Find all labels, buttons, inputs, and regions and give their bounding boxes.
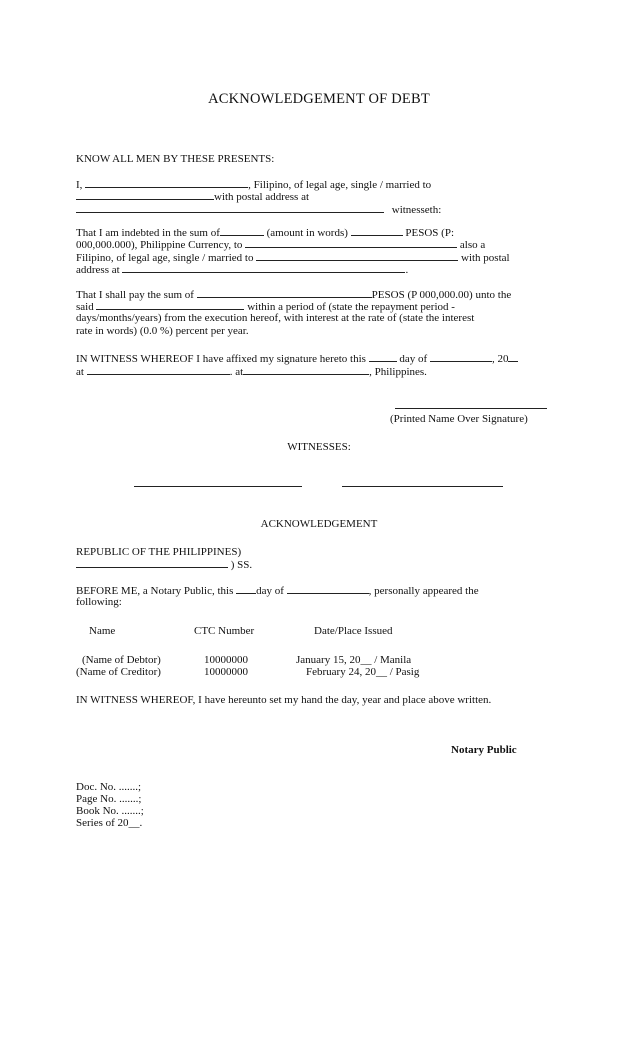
- para4-line1: [76, 352, 518, 365]
- before-me-line2: following:: [76, 596, 122, 608]
- para4-text: day of: [399, 353, 428, 365]
- before-me-text: BEFORE ME, a Notary Public, this: [76, 585, 234, 597]
- doc-ref-doc: Doc. No. .......;: [76, 781, 142, 793]
- year-blank: [508, 352, 518, 362]
- para1-line3: [76, 203, 441, 216]
- closing-statement: IN WITNESS WHEREOF, I have hereunto set my hand the day, year and place above written.: [76, 694, 492, 706]
- postal-address-blank: [76, 203, 384, 213]
- witness1-signature-line: [134, 486, 302, 487]
- before-me-line1: [76, 584, 479, 597]
- para2-text: address at: [76, 264, 120, 276]
- table-cell: 10000000: [204, 654, 248, 666]
- payment-amount-blank: [197, 288, 372, 298]
- table-cell: 10000000: [204, 666, 248, 678]
- para2-line4: [76, 263, 408, 276]
- para3-line4: rate in words) (0.0 %) percent per year.: [76, 325, 249, 337]
- doc-ref-series: Series of 20__.: [76, 817, 143, 829]
- city-blank: [76, 558, 228, 568]
- para1-text: with postal address at: [214, 191, 310, 203]
- para4-text: , 20: [491, 353, 509, 365]
- para2-text: Filipino, of legal age, single / married to: [76, 252, 254, 264]
- witness2-signature-line: [342, 486, 503, 487]
- table-cell: (Name of Debtor): [82, 654, 161, 666]
- para4-text: , Philippines.: [369, 366, 427, 378]
- para1-text: witnesseth:: [391, 204, 442, 216]
- table-header-date: Date/Place Issued: [314, 625, 393, 637]
- doc-ref-book: Book No. .......;: [76, 805, 144, 817]
- para2-line2: [76, 238, 485, 251]
- para2-text: with postal: [461, 252, 510, 264]
- spouse-name-blank: [76, 190, 214, 200]
- document-title: ACKNOWLEDGEMENT OF DEBT: [208, 91, 430, 107]
- creditor-name-blank: [245, 238, 457, 248]
- para3-line3: days/months/years) from the execution hereof, with interest at the rate of (state the interest: [76, 312, 475, 324]
- para3-text: That I shall pay the sum of: [76, 289, 194, 301]
- notary-day-blank: [236, 584, 256, 594]
- notary-month-blank: [287, 584, 369, 594]
- notary-public-label: Notary Public: [451, 744, 517, 756]
- para2-text: (amount in words): [266, 227, 348, 239]
- amount-blank: [220, 226, 264, 236]
- para4-text: at: [76, 366, 84, 378]
- table-cell: February 24, 20__ / Pasig: [306, 666, 420, 678]
- month-blank: [430, 352, 492, 362]
- para4-line2: [76, 365, 427, 378]
- para3-text: PESOS (P 000,000.00) unto the: [371, 289, 512, 301]
- before-me-text: , personally appeared the: [368, 585, 479, 597]
- table-header-name: Name: [89, 625, 116, 637]
- debtor-signature-line: [395, 408, 547, 409]
- place2-blank: [243, 365, 369, 375]
- witnesses-heading: WITNESSES:: [287, 441, 351, 453]
- preamble: KNOW ALL MEN BY THESE PRESENTS:: [76, 153, 275, 165]
- para2-text: PESOS (P:: [405, 227, 455, 239]
- before-me-text: day of: [256, 585, 284, 597]
- creditor-address-blank: [122, 263, 405, 273]
- amount-words-blank: [351, 226, 403, 236]
- para1-text: I,: [76, 179, 83, 191]
- para4-text: IN WITNESS WHEREOF I have affixed my signature hereto this: [76, 353, 366, 365]
- republic-line: REPUBLIC OF THE PHILIPPINES): [76, 546, 242, 558]
- ss-text: ) SS.: [230, 559, 253, 571]
- printed-name-label: (Printed Name Over Signature): [390, 413, 528, 425]
- para4-text: . at: [229, 366, 244, 378]
- payee-blank: [96, 300, 244, 310]
- table-header-ctc: CTC Number: [194, 625, 255, 637]
- creditor-spouse-blank: [256, 251, 458, 261]
- table-cell: (Name of Creditor): [76, 666, 161, 678]
- para2-text: 000,000.000), Philippine Currency, to: [76, 239, 243, 251]
- acknowledgement-heading: ACKNOWLEDGEMENT: [260, 518, 378, 530]
- para2-text: .: [405, 264, 409, 276]
- place1-blank: [87, 365, 230, 375]
- para1-line2: [76, 190, 309, 203]
- para3-text: within a period of (state the repayment period -: [247, 301, 455, 313]
- debtor-name-blank: [85, 178, 248, 188]
- doc-ref-page: Page No. .......;: [76, 793, 142, 805]
- para3-text: said: [76, 301, 94, 313]
- para2-text: That I am indebted in the sum of: [76, 227, 220, 239]
- table-cell: January 15, 20__ / Manila: [296, 654, 412, 666]
- para1-text: , Filipino, of legal age, single / married to: [248, 179, 432, 191]
- ss-line: [76, 558, 252, 571]
- day-blank: [369, 352, 397, 362]
- para2-text: also a: [459, 239, 486, 251]
